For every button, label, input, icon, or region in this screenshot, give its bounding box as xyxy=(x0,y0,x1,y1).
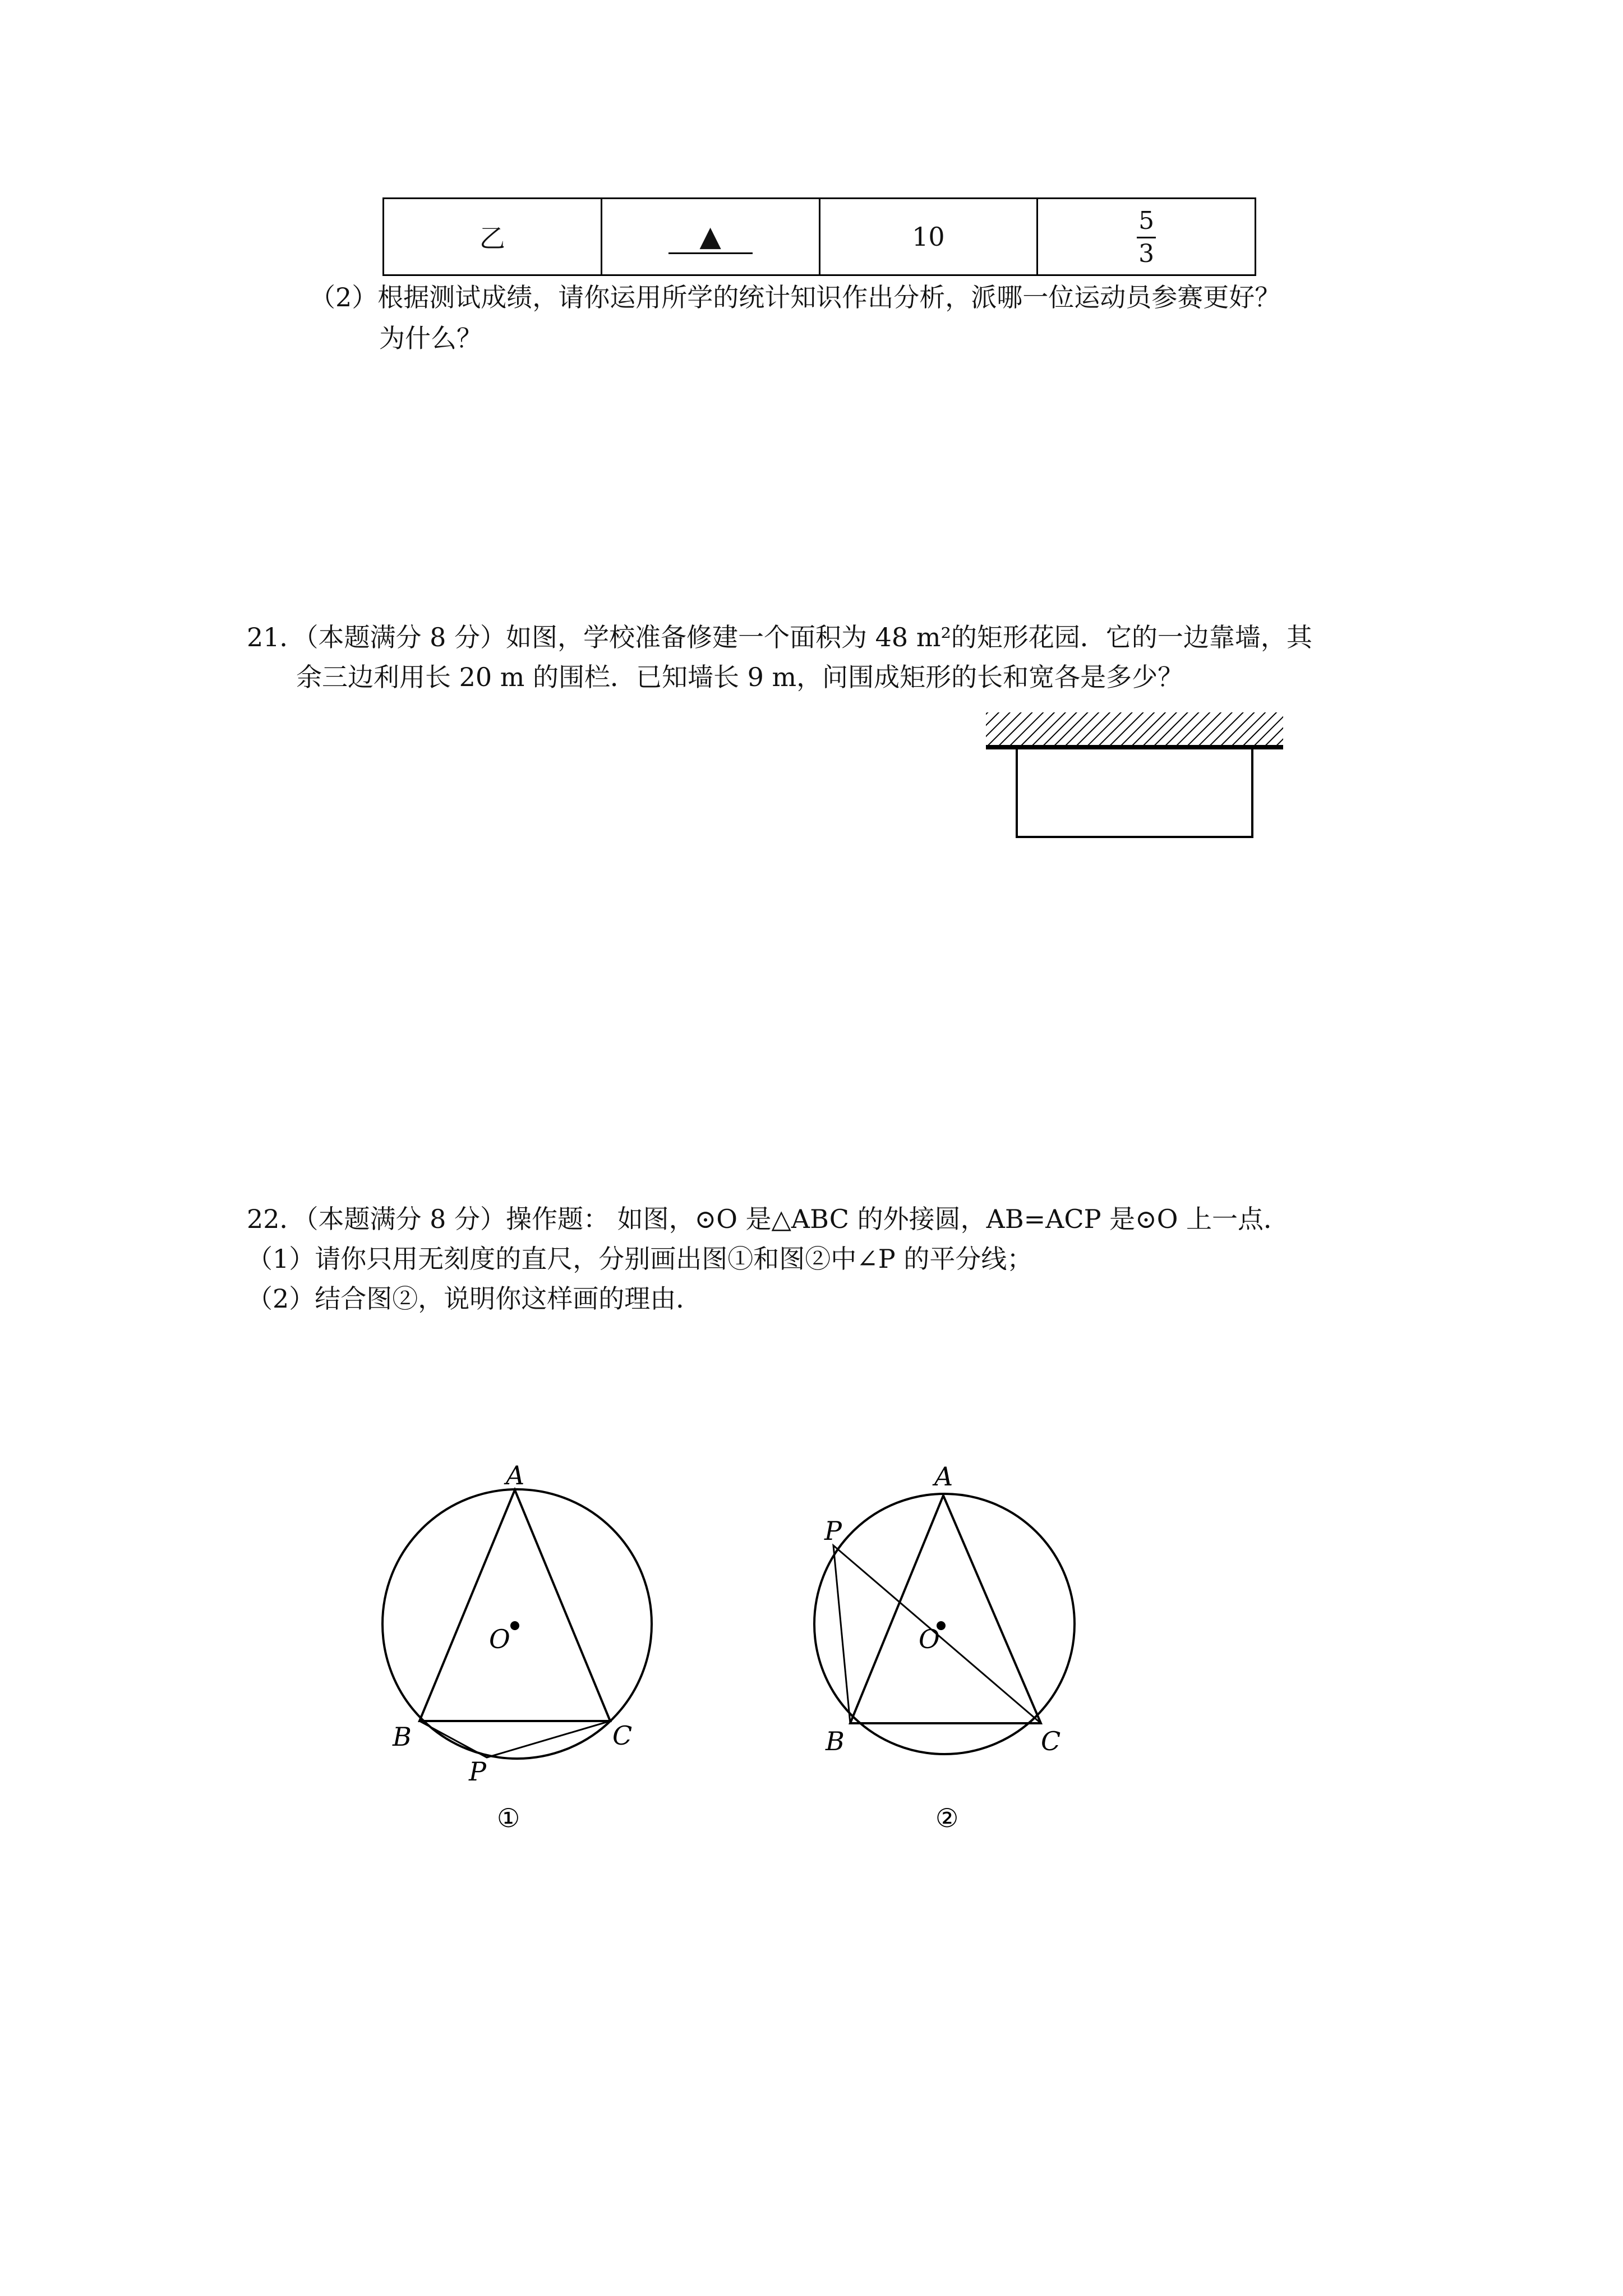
table-cell-blank xyxy=(601,199,819,275)
point-c-label: C xyxy=(1041,1726,1061,1756)
figure-2-caption: ② xyxy=(935,1803,959,1833)
triangle-abc xyxy=(850,1496,1041,1723)
center-dot xyxy=(510,1621,519,1630)
table-cell-fraction xyxy=(1038,199,1256,275)
figure-1 xyxy=(359,1447,673,1840)
fraction-denominator: 3 xyxy=(1138,240,1155,268)
q20-part2-line2: 为什么？ xyxy=(379,323,482,353)
figure-1-caption: ① xyxy=(497,1803,520,1833)
triangle-abc xyxy=(419,1490,610,1721)
q22-line3: （2）结合图②，说明你这样画的理由． xyxy=(247,1283,702,1314)
table-cell-athlete: 乙 xyxy=(384,199,602,275)
wall-hatching xyxy=(986,712,1283,746)
fraction xyxy=(1137,206,1156,269)
q22-line1: 22．（本题满分 8 分）操作题： 如图，⊙O 是△ABC 的外接圆，AB=ACP 是⊙O 上一点． xyxy=(247,1204,1290,1234)
point-b-label: B xyxy=(826,1726,845,1756)
point-c-label: C xyxy=(612,1720,633,1751)
q20-part2-line1: （2）根据测试成绩，请你运用所学的统计知识作出分析，派哪一位运动员参赛更好？ xyxy=(310,282,1281,312)
point-b-label: B xyxy=(393,1722,412,1752)
score-table xyxy=(382,197,1256,276)
table-row xyxy=(384,199,1256,275)
point-o-label: O xyxy=(489,1624,510,1654)
point-p-label: P xyxy=(469,1756,486,1787)
point-o-label: O xyxy=(919,1624,940,1654)
table-cell-value: 10 xyxy=(819,199,1038,275)
garden-rectangle xyxy=(1017,747,1252,837)
point-a-label: A xyxy=(934,1461,953,1492)
figure-2 xyxy=(791,1447,1105,1840)
q21-line1: 21．（本题满分 8 分）如图，学校准备修建一个面积为 48 m²的矩形花园．它的一边靠墙，其 xyxy=(247,622,1312,652)
point-p-label: P xyxy=(824,1516,842,1546)
q21-line2: 余三边利用长 20 m 的围栏．已知墙长 9 m，问围成矩形的长和宽各是多少？ xyxy=(296,662,1184,692)
fraction-bar xyxy=(1137,237,1156,238)
q22-line2: （1）请你只用无刻度的直尺，分别画出图①和图②中∠P 的平分线； xyxy=(247,1244,1033,1274)
answer-blank: ▲ xyxy=(668,220,753,254)
point-a-label: A xyxy=(506,1460,525,1490)
garden-diagram xyxy=(981,707,1295,847)
fraction-numerator: 5 xyxy=(1138,206,1155,235)
